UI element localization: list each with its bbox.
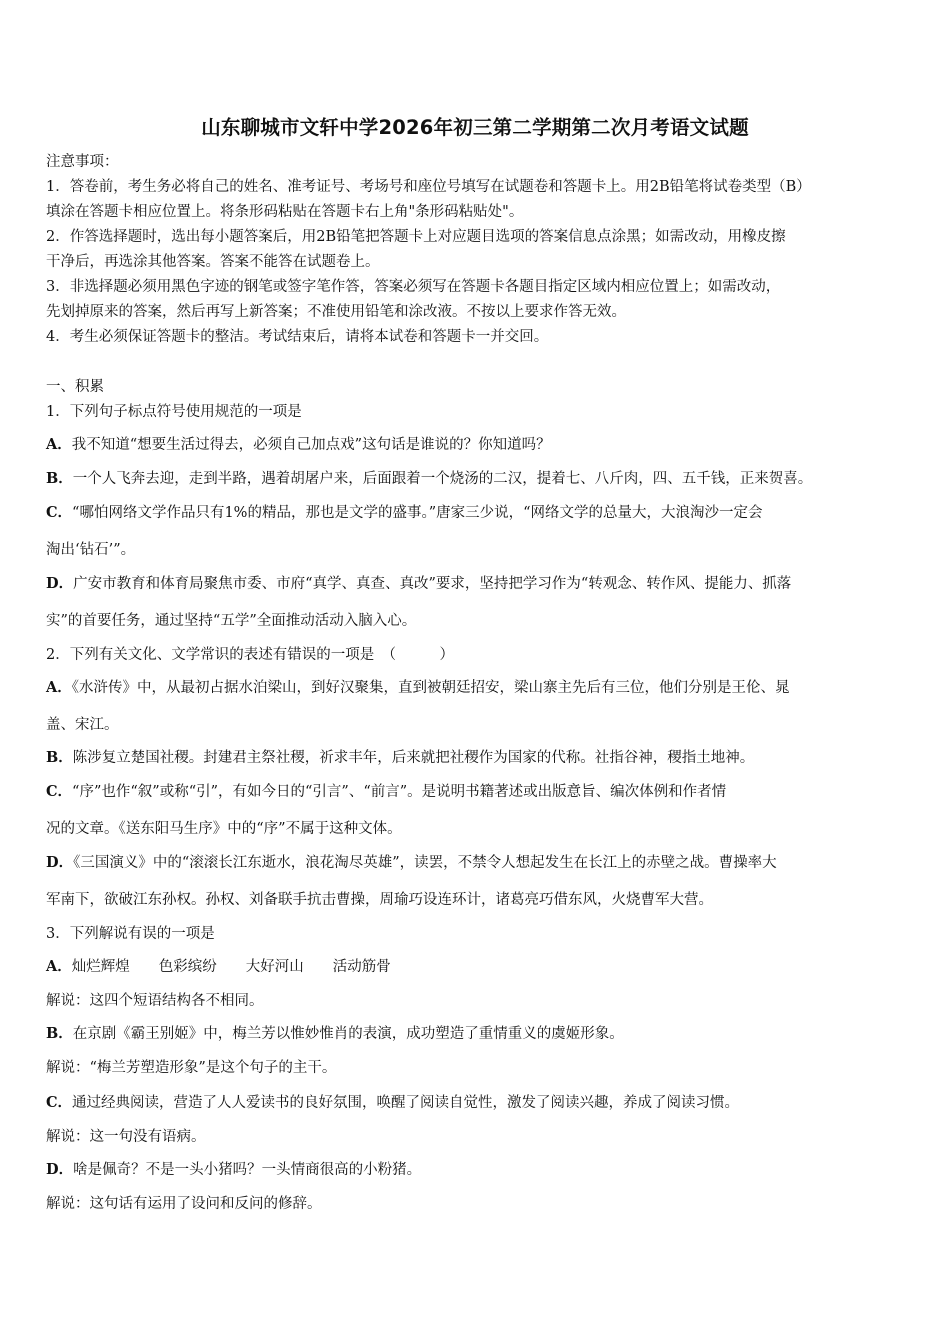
- option-text: 一个人飞奔去迎，走到半路，遇着胡屠户来，后面跟着一个烧汤的二汉，提着七、八斤肉，四、五千钱，正来贺喜。: [72, 471, 813, 487]
- option-text: 陈涉复立楚国社稷。封建君主祭社稷，祈求丰年，后来就把社稷作为国家的代称。社指谷神，稷指土地神。: [72, 750, 755, 766]
- option-label: A．: [46, 436, 72, 453]
- notice-heading: 注意事项：: [46, 154, 119, 170]
- q1-option-d-cont: 实”的首要任务，通过坚持“五学”全面推动活动入脑入心。: [46, 613, 417, 629]
- q3-option-a: [46, 957, 916, 977]
- q1-option-d: [46, 574, 916, 594]
- q1-option-c: [46, 503, 916, 523]
- option-label: D．: [46, 1161, 74, 1178]
- exam-title: 山东聊城市文轩中学2026年初三第二学期第二次月考语文试题: [201, 116, 749, 139]
- notice-line: 4．考生必须保证答题卡的整洁。考试结束后，请将本试卷和答题卡一并交回。: [46, 329, 549, 345]
- option-label: B．: [46, 1025, 73, 1042]
- option-label: C．: [46, 504, 73, 521]
- question-3-stem: 3．下列解说有误的一项是: [46, 926, 215, 942]
- notice-line: 1．答卷前，考生务必将自己的姓名、准考证号、考场号和座位号填写在试题卷和答题卡上。用2B铅笔将试卷类型（B）: [46, 179, 811, 195]
- q2-option-c: [46, 782, 916, 802]
- option-text: “哪怕网络文学作品只有1%的精品，那也是文学的盛事。”唐家三少说，“网络文学的总量大，大浪淘沙一定会: [72, 505, 763, 521]
- notice-line: 干净后，再选涂其他答案。答案不能答在试题卷上。: [46, 254, 380, 270]
- q1-option-c-cont: 淘出‘钻石’”。: [46, 542, 136, 558]
- q3-option-a-explanation: 解说：这四个短语结构各不相同。: [46, 993, 264, 1009]
- question-1-stem: 1．下列句子标点符号使用规范的一项是: [46, 404, 302, 420]
- q3-option-c: [46, 1093, 916, 1113]
- q3-option-d-explanation: 解说：这句话有运用了设问和反问的修辞。: [46, 1196, 322, 1212]
- option-label: D．: [46, 575, 74, 592]
- q1-option-b: [46, 469, 916, 489]
- q2-option-d: [46, 853, 916, 873]
- option-text: 通过经典阅读，营造了人人爱读书的良好氛围，唤醒了阅读自觉性，激发了阅读兴趣，养成了阅读习惯。: [72, 1095, 740, 1111]
- option-text: 《水浒传》中，从最初占据水泊梁山，到好汉聚集，直到被朝廷招安，梁山寨主先后有三位，他们分别是王伦、晁: [71, 680, 790, 696]
- option-label: C．: [46, 1094, 73, 1111]
- q2-option-a-cont: 盖、宋江。: [46, 717, 119, 733]
- q3-option-b: [46, 1024, 916, 1044]
- question-2-stem: 2．下列有关文化、文学常识的表述有错误的一项是 （ ）: [46, 647, 454, 663]
- q1-option-a: [46, 435, 916, 455]
- option-label: B．: [46, 470, 73, 487]
- option-text: “序”也作“叙”或称“引”，有如今日的“引言”、“前言”。是说明书籍著述或出版意旨、编次体例和作者情: [72, 784, 727, 800]
- q2-option-d-cont: 军南下，欲破江东孙权。孙权、刘备联手抗击曹操，周瑜巧设连环计，诸葛亮巧借东风，火烧曹军大营。: [46, 892, 713, 908]
- option-text: 《三国演义》中的“滚滚长江东逝水，浪花淘尽英雄”，读罢，不禁令人想起发生在长江上的赤壁之战。曹操率大: [73, 855, 777, 871]
- q2-option-a: [46, 678, 916, 698]
- option-text: 在京剧《霸王别姬》中，梅兰芳以惟妙惟肖的表演，成功塑造了重情重义的虞姬形象。: [72, 1026, 624, 1042]
- q3-option-d: [46, 1160, 916, 1180]
- option-text: 广安市教育和体育局聚焦市委、市府“真学、真查、真改”要求，坚持把学习作为“转观念、转作风、提能力、抓落: [73, 576, 792, 592]
- notice-line: 3．非选择题必须用黑色字迹的钢笔或签字笔作答，答案必须写在答题卡各题目指定区域内相应位置上；如需改动，: [46, 279, 781, 295]
- notice-line: 先划掉原来的答案，然后再写上新答案；不准使用铅笔和涂改液。不按以上要求作答无效。: [46, 304, 626, 320]
- q3-option-c-explanation: 解说：这一句没有语病。: [46, 1129, 206, 1145]
- q2-option-c-cont: 况的文章。《送东阳马生序》中的“序”不属于这种文体。: [46, 821, 402, 837]
- option-label: A．: [46, 958, 72, 975]
- option-text: 我不知道“想要生活过得去，必须自己加点戏”这句话是谁说的？你知道吗？: [71, 437, 551, 453]
- option-label: C．: [46, 783, 73, 800]
- option-text: 灿烂辉煌 色彩缤纷 大好河山 活动筋骨: [71, 959, 391, 975]
- option-label: D．: [46, 854, 74, 871]
- section-heading: 一、积累: [46, 379, 104, 395]
- notice-line: 填涂在答题卡相应位置上。将条形码粘贴在答题卡右上角"条形码粘贴处"。: [46, 204, 524, 220]
- option-label: B．: [46, 749, 73, 766]
- q2-option-b: [46, 748, 916, 768]
- q3-option-b-explanation: 解说：“梅兰芳塑造形象”是这个句子的主干。: [46, 1060, 337, 1076]
- option-label: A．: [46, 679, 72, 696]
- notice-line: 2．作答选择题时，选出每小题答案后，用2B铅笔把答题卡上对应题目选项的答案信息点涂黑；如需改动，用橡皮擦: [46, 229, 786, 245]
- option-text: 啥是佩奇？不是一头小猪吗？一头情商很高的小粉猪。: [73, 1162, 422, 1178]
